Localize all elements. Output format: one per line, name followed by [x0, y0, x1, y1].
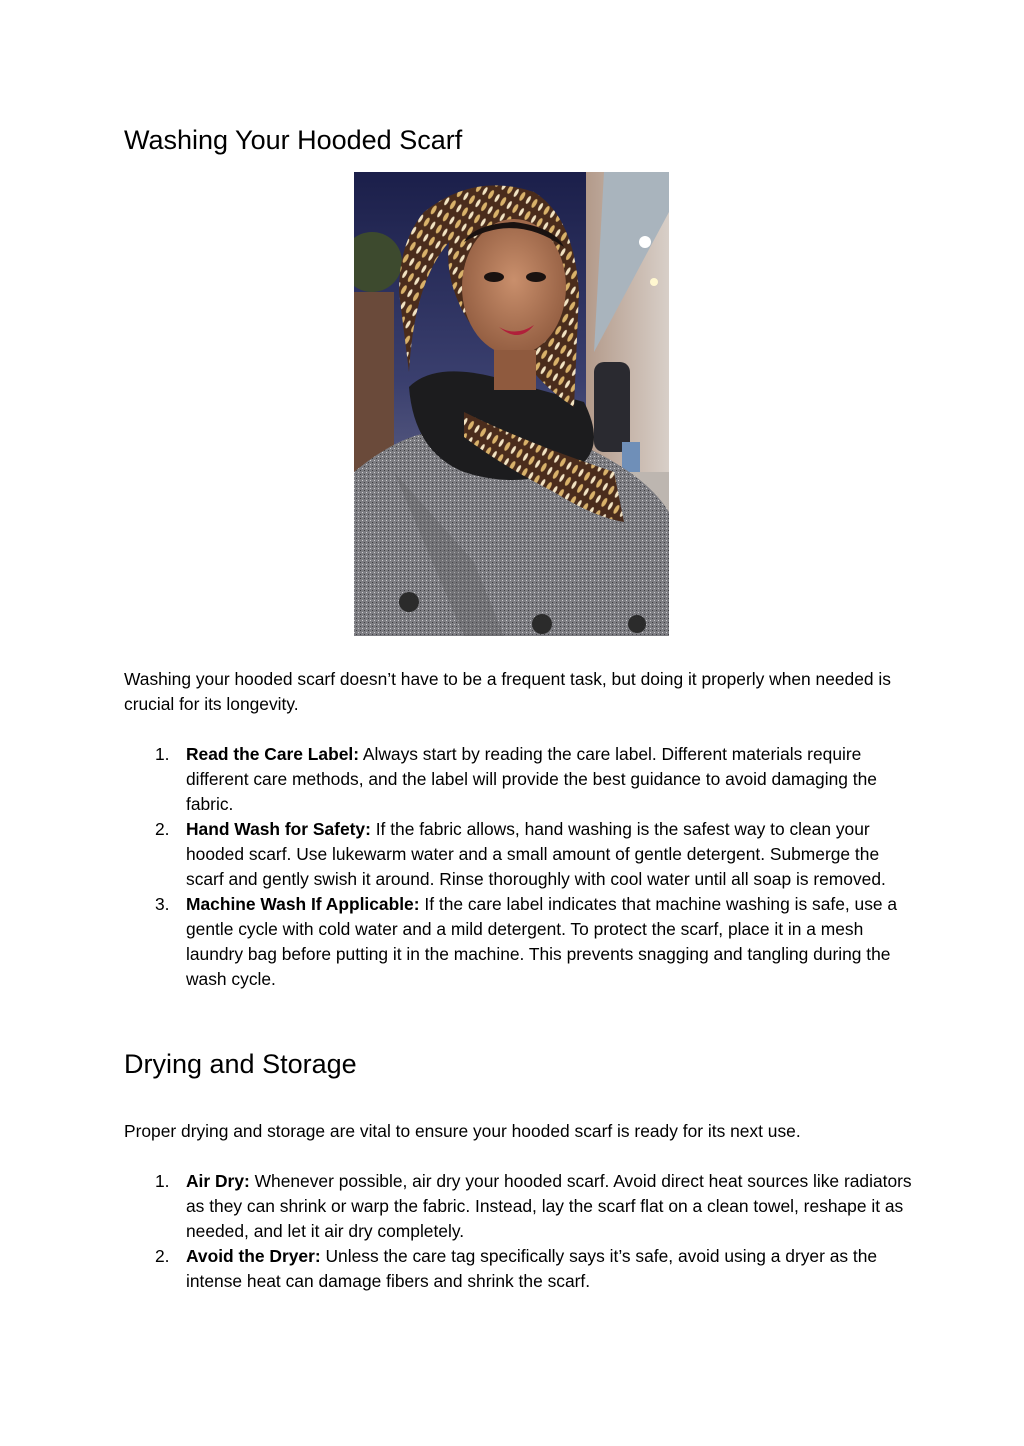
list-item-number: 2. [155, 1246, 170, 1266]
list-item-number: 2. [155, 819, 170, 839]
hooded-scarf-photo [354, 172, 669, 636]
washing-intro-paragraph: Washing your hooded scarf doesn’t have to be a frequent task, but doing it properly when needed is crucial for its longevity. [124, 669, 891, 714]
list-item [124, 1244, 914, 1294]
washing-section-heading: Washing Your Hooded Scarf [124, 125, 463, 155]
drying-section-heading: Drying and Storage [124, 1049, 357, 1079]
drying-steps-list [124, 1169, 914, 1294]
list-item-number: 3. [155, 894, 170, 914]
washing-steps-list [124, 742, 914, 992]
list-item [124, 742, 914, 817]
list-item [124, 892, 914, 992]
list-item-number: 1. [155, 744, 170, 764]
list-item-text: Whenever possible, air dry your hooded scarf. Avoid direct heat sources like radiators as they can shrink or warp the fabric. Instead, lay the scarf flat on a clean towel, reshape it as needed, and let it air dry completely. [186, 1171, 912, 1241]
list-item-term: Air Dry: [186, 1171, 250, 1191]
list-item [124, 817, 914, 892]
list-item-text: Unless the care tag specifically says it’s safe, avoid using a dryer as the intense heat can damage fibers and shrink the scarf. [186, 1246, 878, 1291]
list-item-term: Avoid the Dryer: [186, 1246, 321, 1266]
list-item-text: If the care label indicates that machine washing is safe, use a gentle cycle with cold water and a mild detergent. To protect the scarf, place it in a mesh laundry bag before putting it in the machine. This prevents snagging and tangling during the wash cycle. [186, 894, 898, 989]
list-item-number: 1. [155, 1171, 170, 1191]
list-item-term: Machine Wash If Applicable: [186, 894, 420, 914]
drying-intro-paragraph: Proper drying and storage are vital to ensure your hooded scarf is ready for its next use. [124, 1121, 801, 1141]
list-item-term: Read the Care Label: [186, 744, 359, 764]
list-item [124, 1169, 914, 1244]
list-item-term: Hand Wash for Safety: [186, 819, 371, 839]
list-item-text: If the fabric allows, hand washing is the safest way to clean your hooded scarf. Use lukewarm water and a small amount of gentle detergent. Submerge the scarf and gently swish it around. Rinse thoroughly with cool water until all soap is removed. [186, 819, 886, 889]
list-item-text: Always start by reading the care label. Different materials require different care methods, and the label will provide the best guidance to avoid damaging the fabric. [186, 744, 877, 814]
